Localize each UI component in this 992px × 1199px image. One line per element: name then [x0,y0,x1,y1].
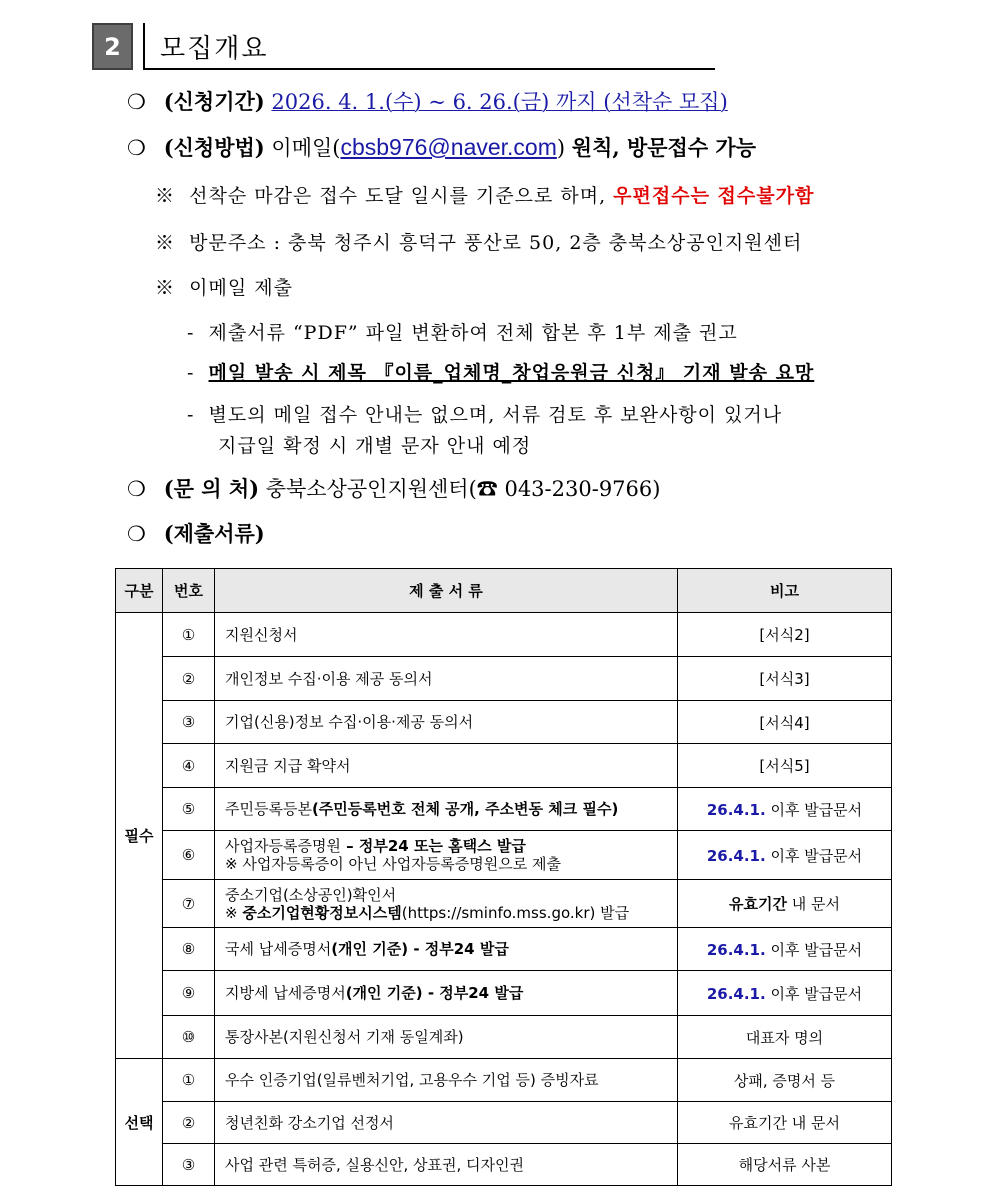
issue-date: 26.4.1. [706,940,766,959]
row-document: 우수 인증기업(일류벤처기업, 고용우수 기업 등) 증빙자료 [215,1059,678,1102]
row-number: ⑩ [163,1016,215,1059]
note-text: 이후 발급문서 [770,984,863,1003]
row-number: ③ [163,701,215,744]
circle-bullet-icon: ❍ [127,522,146,546]
note-address [155,228,802,255]
circle-bullet-icon: ❍ [127,477,146,501]
section-number-badge: 2 [92,23,133,70]
row-document [215,928,678,971]
doc-condition: (개인 기준) - 정부24 발급 [331,940,509,958]
row-number: ④ [163,744,215,788]
row-document: 청년친화 강소기업 선정서 [215,1102,678,1144]
email-note-1-text: 제출서류 “PDF” 파일 변환하여 전체 합본 후 1부 제출 권고 [208,322,738,344]
dash-mark: - [187,404,195,426]
row-note: 상패, 증명서 등 [678,1059,892,1102]
section-divider [143,23,145,70]
email-link[interactable]: cbsb976@naver.com [340,134,557,160]
row-document: 개인정보 수집·이용 제공 동의서 [215,657,678,701]
section-title: 모집개요 [160,34,269,64]
row-number: ① [163,1059,215,1102]
note-text: 이후 발급문서 [770,940,863,959]
doc-name: 중소기업(소상공인)확인서 [225,885,397,904]
doc-condition: (개인 기준) - 정부24 발급 [345,984,524,1002]
table-row [116,1016,892,1059]
row-number: ③ [163,1144,215,1186]
note-text: 이후 발급문서 [770,846,863,865]
note-deadline [155,181,814,208]
table-row [116,831,892,880]
row-document: 기업(신용)정보 수집·이용·제공 동의서 [215,701,678,744]
row-number: ① [163,613,215,657]
row-note: 유효기간 내 문서 [678,1102,892,1144]
note-address-text: 방문주소 : 충북 청주시 흥덕구 풍산로 50, 2층 충북소상공인지원센터 [189,232,803,254]
note-text: 내 문서 [791,895,840,913]
period-value: 2026. 4. 1.(수) ~ 6. 26.(금) 까지 (선착순 모집) [271,90,728,114]
doc-condition: (주민등록번호 전체 공개, 주소변동 체크 필수) [311,800,619,818]
table-row [116,1059,892,1102]
circle-bullet-icon: ❍ [127,136,146,160]
row-document [215,831,678,880]
table-row [116,657,892,701]
category-optional: 선택 [116,1059,163,1186]
doc-condition: – 정부24 또는 홈택스 발급 [340,837,526,855]
table-row [116,971,892,1016]
documents-heading-line [127,518,265,548]
method-rest: 원칙, 방문접수 가능 [571,135,757,160]
header-document: 제 출 서 류 [215,569,678,613]
section-underline [143,68,715,70]
row-number: ② [163,657,215,701]
contact-label: (문 의 처) [163,476,260,501]
category-required: 필수 [116,613,163,1059]
method-suffix: ) [556,136,566,160]
documents-table [115,568,892,1186]
row-note [678,788,892,831]
row-number: ⑦ [163,880,215,928]
row-note: [서식2] [678,613,892,657]
doc-name: 주민등록등본 [225,800,312,818]
note-no-mail: 우편접수는 접수불가함 [613,185,815,207]
email-note-3-line1: 별도의 메일 접수 안내는 없으며, 서류 검토 후 보완사항이 있거나 [208,404,783,426]
row-note: [서식4] [678,701,892,744]
table-row [116,928,892,971]
doc-url: (https://sminfo.mss.go.kr) 발급 [401,903,630,922]
table-row [116,613,892,657]
email-note-1 [187,318,738,345]
row-note [678,928,892,971]
note-email-text: 이메일 제출 [189,277,293,299]
row-note [678,831,892,880]
note-deadline-text: 선착순 마감은 접수 도달 일시를 기준으로 하며, [189,185,607,207]
email-note-2-text: 메일 발송 시 제목 『이름_업체명_창업응원금 신청』 기재 발송 요망 [208,362,815,384]
method-label: (신청방법) [163,135,265,160]
row-document [215,788,678,831]
row-note: [서식5] [678,744,892,788]
email-note-2 [187,358,814,385]
email-note-3-cont: 지급일 확정 시 개별 문자 안내 예정 [218,435,532,457]
table-row [116,880,892,928]
doc-subnote-mark: ※ [225,903,243,922]
row-number: ② [163,1102,215,1144]
reference-mark-icon: ※ [155,185,176,207]
row-document: 지원금 지급 확약서 [215,744,678,788]
table-row [116,1144,892,1186]
row-number: ⑥ [163,831,215,880]
issue-date: 26.4.1. [706,846,766,865]
doc-name: 국세 납세증명서 [225,940,332,958]
row-number: ⑤ [163,788,215,831]
row-note [678,880,892,928]
header-number: 번호 [163,569,215,613]
row-note: [서식3] [678,657,892,701]
note-text: 이후 발급문서 [770,800,863,819]
table-row [116,744,892,788]
email-note-3 [187,400,782,427]
table-row [116,788,892,831]
contact-line [127,473,660,503]
doc-system-name: 중소기업현황정보시스템 [242,903,402,922]
issue-date: 26.4.1. [706,800,766,819]
row-note: 해당서류 사본 [678,1144,892,1186]
doc-name: 사업자등록증명원 [225,837,341,855]
note-email [155,273,293,300]
row-document [215,971,678,1016]
dash-mark: - [187,362,195,384]
validity: 유효기간 [729,895,787,913]
reference-mark-icon: ※ [155,277,176,299]
method-prefix: 이메일( [271,136,341,160]
row-number: ⑨ [163,971,215,1016]
header-category: 구분 [116,569,163,613]
method-line [127,132,756,162]
header-note: 비고 [678,569,892,613]
row-document: 지원신청서 [215,613,678,657]
period-label: (신청기간) [163,89,265,114]
reference-mark-icon: ※ [155,232,176,254]
row-document [215,880,678,928]
table-header-row [116,569,892,613]
row-note: 대표자 명의 [678,1016,892,1059]
circle-bullet-icon: ❍ [127,90,146,114]
row-document: 사업 관련 특허증, 실용신안, 상표권, 디자인권 [215,1144,678,1186]
dash-mark: - [187,322,195,344]
doc-name: 지방세 납세증명서 [225,984,346,1002]
row-number: ⑧ [163,928,215,971]
row-document: 통장사본(지원신청서 기재 동일계좌) [215,1016,678,1059]
doc-subnote: ※ 사업자등록증이 아닌 사업자등록증명원으로 제출 [225,855,561,873]
documents-heading: (제출서류) [163,521,265,546]
contact-value: 충북소상공인지원센터(☎ 043-230-9766) [265,477,661,501]
table-row [116,1102,892,1144]
period-line [127,86,728,116]
table-row [116,701,892,744]
row-note [678,971,892,1016]
issue-date: 26.4.1. [706,984,766,1003]
